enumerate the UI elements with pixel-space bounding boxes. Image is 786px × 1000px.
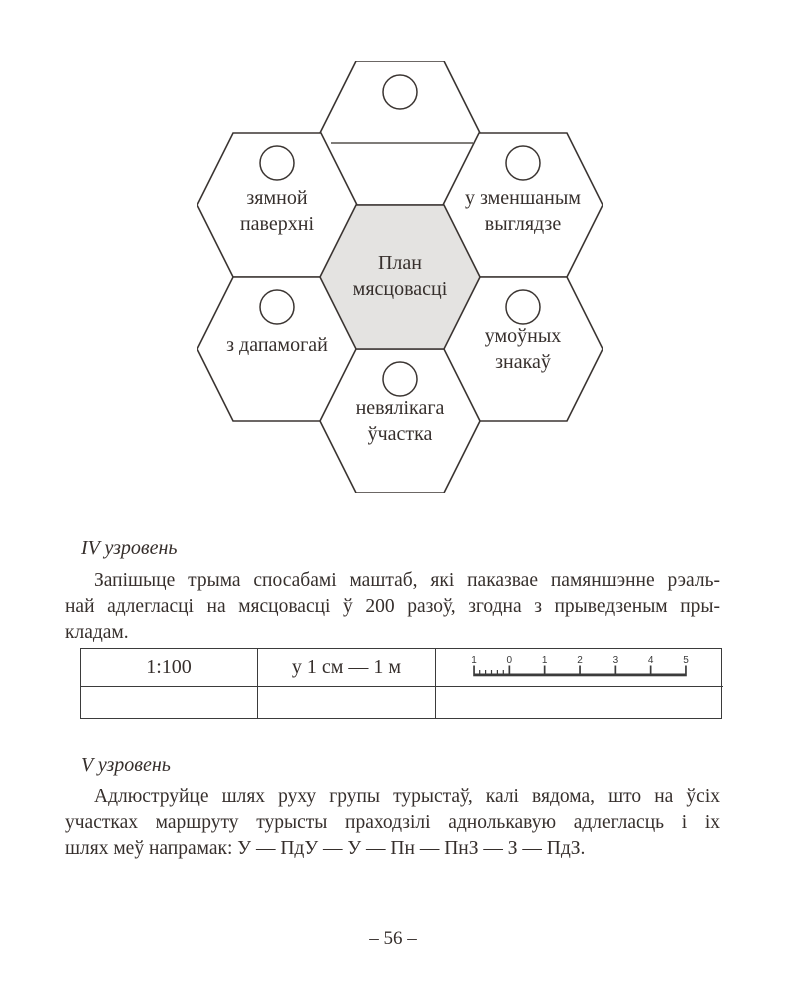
scale-table <box>80 648 722 719</box>
hex-label-lower-left <box>197 332 357 358</box>
hex-label-line: мясцовасці <box>352 278 448 300</box>
cell-answer-1 <box>81 687 258 718</box>
task-iv-paragraph <box>65 568 720 646</box>
hex-label-line: у зменшаным <box>465 187 581 209</box>
hex-label-upper-left <box>197 185 357 237</box>
hex-label-line: невялікага <box>355 397 445 419</box>
hex-label-center <box>320 250 480 302</box>
task-iv-line-3: кладам. <box>65 622 129 643</box>
cell-answer-2 <box>258 687 436 718</box>
hex-label-upper-right <box>443 185 603 237</box>
hex-label-lower-right <box>443 323 603 375</box>
linear-scale-ruler <box>469 654 691 681</box>
hex-label-line: паверхні <box>239 213 315 235</box>
ruler-label: 2 <box>576 655 583 666</box>
ruler-label: 1 <box>541 655 547 666</box>
hex-label-line: План <box>377 252 422 274</box>
ruler-major-ticks <box>473 666 687 674</box>
hex-label-line: з дапамогай <box>226 334 328 356</box>
cell-linear-scale <box>436 649 723 687</box>
hex-label-line: знакаў <box>495 351 551 373</box>
task-iv-line-2: най адлегласці на мясцовасці ў 200 разоў, згодна з прыведзеным пры- <box>65 596 720 617</box>
hex-label-line: ўчастка <box>367 423 433 445</box>
level-v-heading: V узровень <box>81 754 171 776</box>
cell-named-scale: у 1 см — 1 м <box>258 649 436 687</box>
page-number: – 56 – <box>369 928 417 949</box>
task-v-line-2: участках маршруту турысты праходзілі аднолькавую адлегласць і іх <box>65 812 720 833</box>
ruler-label: 1 <box>470 655 477 666</box>
ruler-minor-ticks <box>479 670 504 674</box>
ruler-baseline <box>473 674 687 677</box>
task-v-line-3: шлях меў напрамак: У — ПдУ — У — Пн — ПнЗ — З — ПдЗ. <box>65 838 586 859</box>
ruler-label: 5 <box>682 655 689 666</box>
hex-label-line: зямной <box>246 187 308 209</box>
task-v-line-1: Адлюструйце шлях руху групы турыстаў, калі вядома, што на ўсіх <box>94 786 720 807</box>
ruler-label: 0 <box>506 655 512 666</box>
ruler-label: 4 <box>647 655 653 666</box>
cell-numeric-scale: 1:100 <box>81 649 258 687</box>
task-v-paragraph <box>65 784 720 862</box>
hex-label-line: умоўных <box>484 325 562 347</box>
cell-answer-3 <box>436 687 723 718</box>
hex-label-bottom <box>320 395 480 447</box>
task-iv-line-1: Запішыце трыма спосабамі маштаб, які паказвае памяншэнне рэаль- <box>94 570 720 591</box>
ruler-label: 3 <box>612 655 618 666</box>
level-iv-heading: IV узровень <box>81 537 178 559</box>
hex-label-line: выглядзе <box>484 213 562 235</box>
